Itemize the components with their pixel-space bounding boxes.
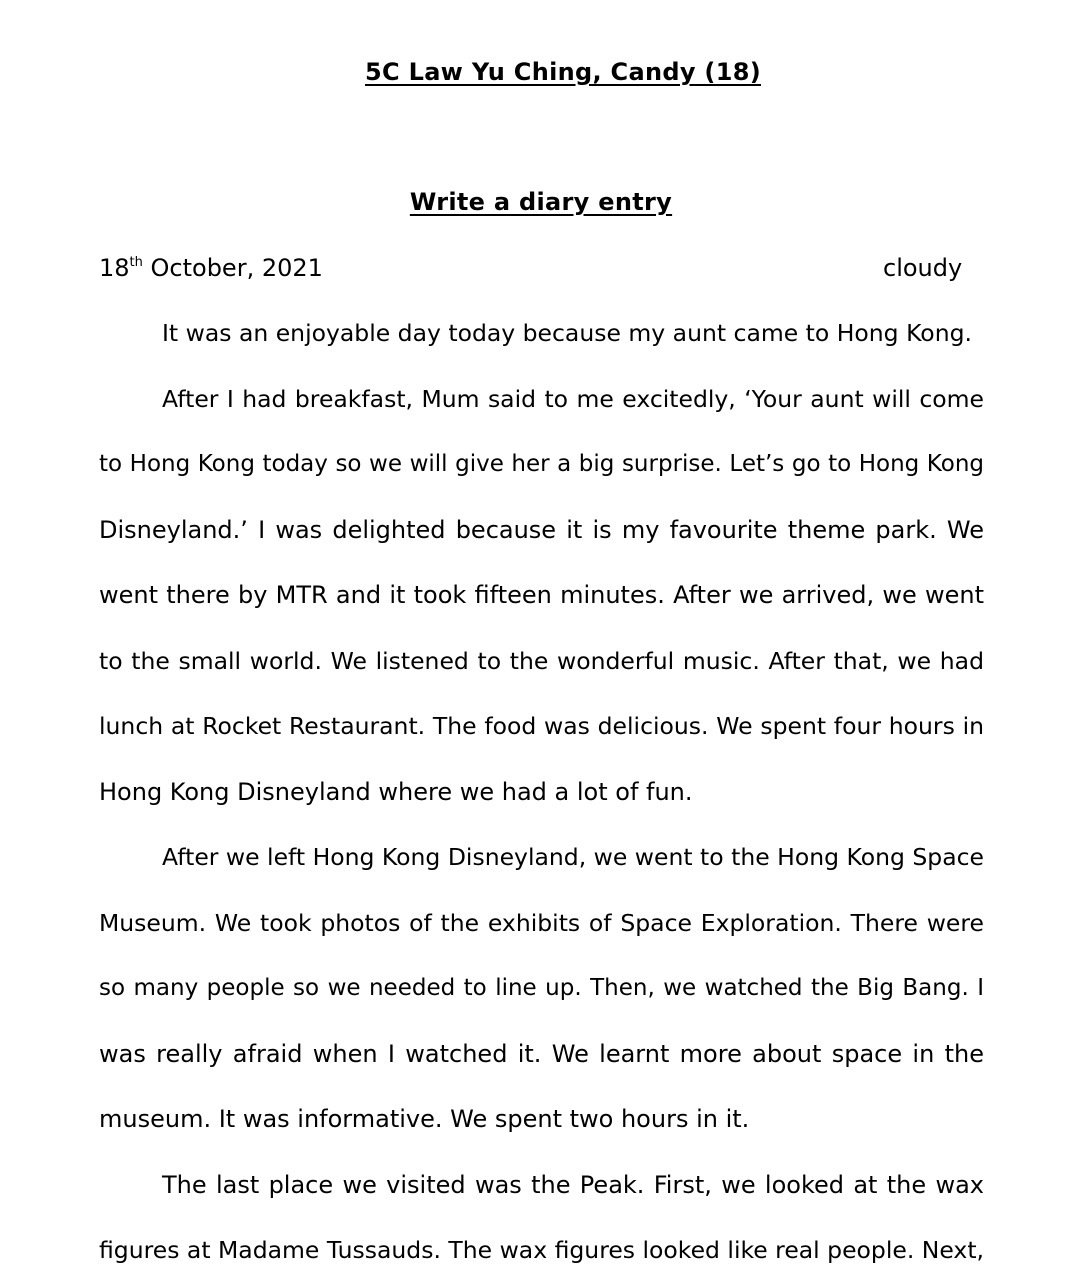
date-suffix: th [129,255,143,270]
date-month-year: October, 2021 [142,254,323,282]
paragraph-2-line-6: lunch at Rocket Restaurant. The food was delicious. We spent four hours in [99,712,984,740]
paragraph-3-line-1: After we left Hong Kong Disneyland, we went to the Hong Kong Space [162,843,984,871]
paragraph-2-line-5: to the small world. We listened to the wonderful music. After that, we had [99,647,984,675]
paragraph-2-line-4: went there by MTR and it took fifteen minutes. After we arrived, we went [99,581,984,609]
paragraph-2-line-3: Disneyland.’ I was delighted because it is my favourite theme park. We [99,516,984,544]
paragraph-3-line-5: museum. It was informative. We spent two hours in it. [99,1105,750,1133]
paragraph-3-line-2: Museum. We took photos of the exhibits of Space Exploration. There were [99,909,984,937]
paragraph-4-line-2: figures at Madame Tussauds. The wax figures looked like real people. Next, [99,1236,984,1264]
paragraph-1-line-1: It was an enjoyable day today because my aunt came to Hong Kong. [162,319,972,347]
entry-date [99,253,323,283]
entry-weather: cloudy [883,254,963,282]
document-title: Write a diary entry [409,188,673,216]
date-day: 18 [99,254,130,282]
paragraph-4-line-1: The last place we visited was the Peak. First, we looked at the wax [162,1171,984,1199]
paragraph-2-line-1: After I had breakfast, Mum said to me excitedly, ‘Your aunt will come [162,385,984,413]
student-name-heading: 5C Law Yu Ching, Candy (18) [365,58,761,86]
paragraph-2-line-2: to Hong Kong today so we will give her a big surprise. Let’s go to Hong Kong [99,451,984,477]
paragraph-3-line-3: so many people so we needed to line up. Then, we watched the Big Bang. I [99,975,984,1001]
paragraph-2-line-7: Hong Kong Disneyland where we had a lot of fun. [99,778,693,806]
paragraph-3-line-4: was really afraid when I watched it. We learnt more about space in the [99,1040,984,1068]
